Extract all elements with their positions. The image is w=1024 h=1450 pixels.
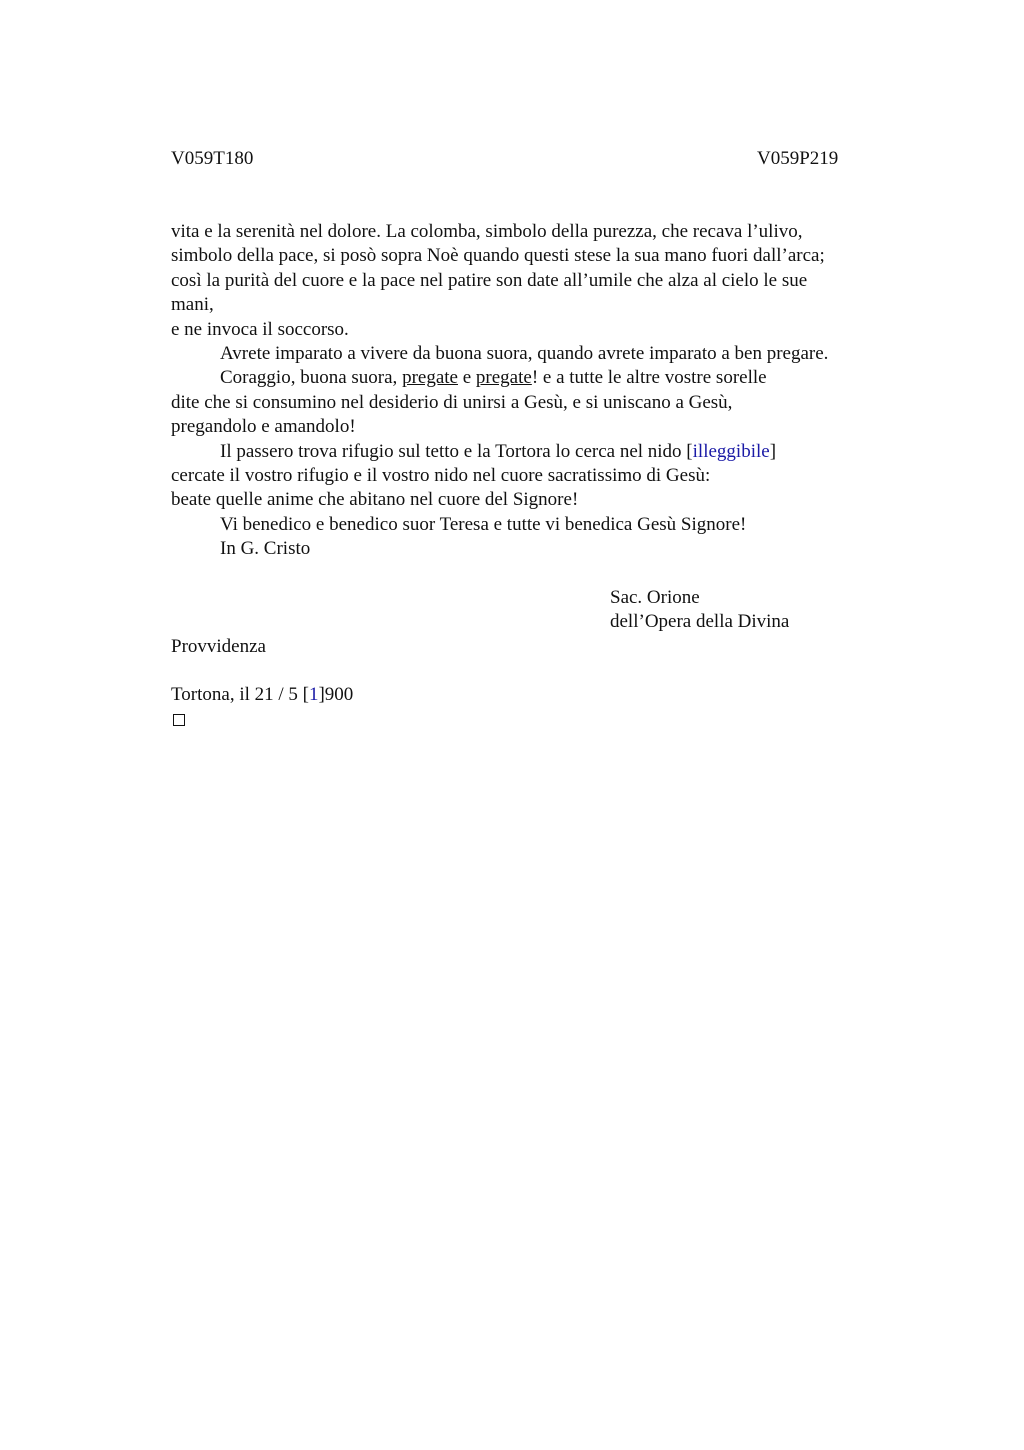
text-segment: ] [769,440,777,462]
text-line [171,440,891,464]
text-line: beate quelle anime che abitano nel cuore del Signore! [171,489,579,511]
text-line: simbolo della pace, si posò sopra Noè quando questi stese la sua mano fuori dall’arca; [171,245,825,267]
empty-square-icon [173,714,185,726]
left-reference-code: V059T180 [171,148,254,169]
editorial-note: illeggibile [692,440,770,462]
text-line: vita e la serenità nel dolore. La colomba, simbolo della purezza, che recava l’ulivo, [171,221,803,242]
text-segment: Coraggio, buona suora, [220,367,403,389]
text-line: dite che si consumino nel desiderio di unirsi a Gesù, e si uniscano a Gesù, [171,391,733,413]
signature-name: Sac. Orione [610,586,700,608]
blank-line [171,561,891,585]
letter-body [171,220,891,732]
place-date [171,683,891,707]
signature-organization-continued: Provvidenza [171,635,266,657]
text-segment: Il passero trova rifugio sul tetto e la Tortora lo cerca nel nido [ [220,440,693,462]
right-reference-code: V059P219 [757,148,839,169]
editorial-note: 1 [308,684,319,706]
text-segment: e [457,367,476,389]
text-line [171,366,891,390]
underlined-word: pregate [402,367,458,389]
text-line: pregandolo e amandolo! [171,416,356,438]
text-line: e ne invoca il soccorso. [171,318,349,340]
text-segment: Tortona, il 21 / 5 [ [171,684,309,706]
underlined-word: pregate [475,367,532,389]
text-line: Vi benedico e benedico suor Teresa e tutte vi benedica Gesù Signore! [220,513,747,535]
end-mark-line [171,708,891,732]
text-line: cercate il vostro rifugio e il vostro nido nel cuore sacratissimo di Gesù: [171,464,711,486]
blank-line [171,659,891,683]
text-segment: ! e a tutte le altre vostre sorelle [531,367,767,389]
closing-formula: In G. Cristo [220,538,311,560]
text-line: Avrete imparato a vivere da buona suora, quando avrete imparato a ben pregare. [220,342,829,364]
signature-organization: dell’Opera della Divina [610,611,790,633]
text-line: mani, [171,294,214,316]
text-segment: ]900 [318,684,354,706]
text-line: così la purità del cuore e la pace nel patire son date all’umile che alza al cielo le sue [171,269,808,291]
